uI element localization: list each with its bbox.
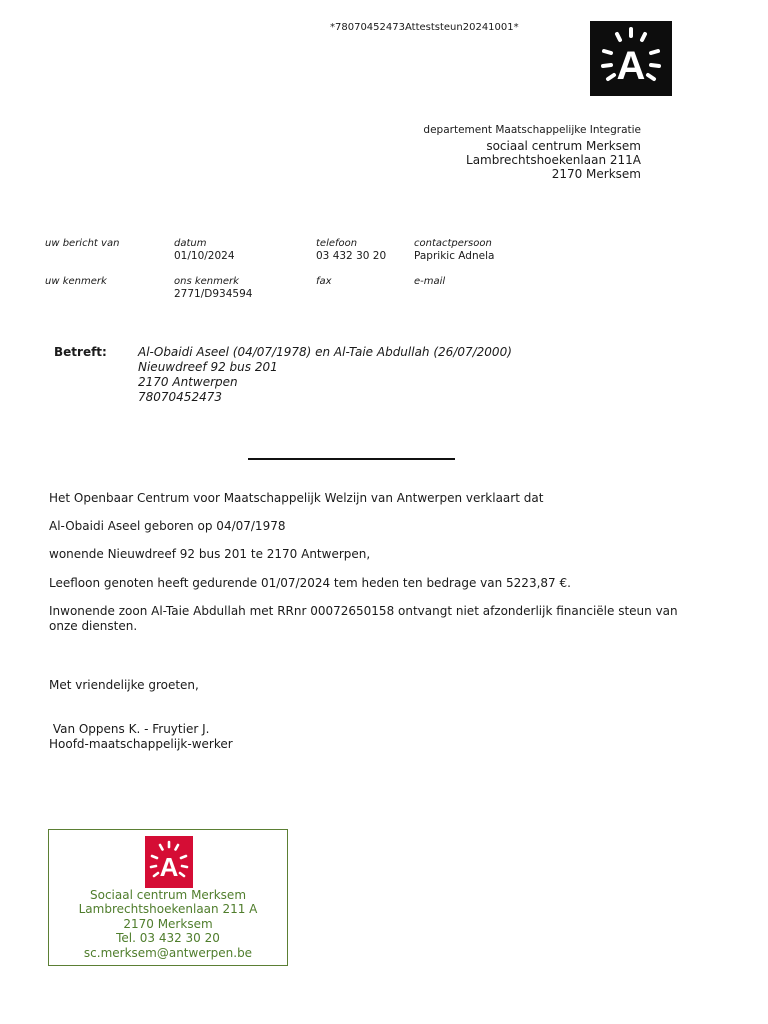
- document-barcode-text: *78070452473Atteststeun20241001*: [330, 22, 519, 33]
- body-paragraph-1: Het Openbaar Centrum voor Maatschappelijk Welzijn van Antwerpen verklaart dat: [49, 491, 544, 505]
- ref-value-datum: 01/10/2024: [174, 250, 235, 262]
- subject-line-city: 2170 Antwerpen: [138, 375, 238, 389]
- stamp-logo: [145, 836, 193, 888]
- body-paragraph-4: Leefloon genoten heeft gedurende 01/07/2024 tem heden ten bedrage van 5223,87 €.: [49, 576, 571, 590]
- antwerp-logo-icon: [590, 21, 672, 96]
- antwerp-logo-red-icon: [145, 836, 193, 888]
- ref-label-contactpersoon: contactpersoon: [414, 238, 492, 249]
- ref-value-telefoon: 03 432 30 20: [316, 250, 387, 262]
- sender-address: [423, 123, 641, 181]
- body-paragraph-3: wonende Nieuwdreef 92 bus 201 te 2170 Antwerpen,: [49, 547, 371, 561]
- stamp-line-name: Sociaal centrum Merksem: [89, 888, 247, 902]
- body-paragraph-2: Al-Obaidi Aseel geboren op 04/07/1978: [49, 519, 286, 533]
- ref-label-fax: fax: [316, 276, 332, 287]
- stamp-line-phone: Tel. 03 432 30 20: [116, 931, 220, 946]
- signer-title: Hoofd-maatschappelijk-werker: [49, 737, 233, 751]
- stamp-text: [49, 888, 287, 960]
- divider-line: [248, 458, 455, 460]
- ref-label-ons-kenmerk: ons kenmerk: [174, 276, 239, 287]
- body-paragraph-5-line-1: Inwonende zoon Al-Taie Abdullah met RRnr 00072650158 ontvangt niet afzonderlijk financiële steun van: [49, 604, 678, 618]
- stamp-logo-letter: A: [159, 852, 179, 882]
- subject-details: [138, 345, 512, 405]
- sender-city: 2170 Merksem: [551, 167, 641, 181]
- ref-label-telefoon: telefoon: [316, 238, 358, 249]
- subject-line-names: Al-Obaidi Aseel (04/07/1978) en Al-Taie Abdullah (26/07/2000): [138, 345, 512, 359]
- ref-label-datum: datum: [174, 238, 207, 249]
- stamp-line-street: Lambrechtshoekenlaan 211 A: [78, 902, 258, 917]
- ref-value-ons-kenmerk: 2771/D934594: [174, 288, 253, 300]
- ref-label-uw-kenmerk: uw kenmerk: [45, 276, 107, 287]
- subject-label: Betreft:: [54, 345, 107, 359]
- sender-name: sociaal centrum Merksem: [486, 139, 641, 153]
- ref-label-uw-bericht-van: uw bericht van: [45, 238, 120, 249]
- sender-department: departement Maatschappelijke Integratie: [423, 124, 641, 136]
- body-paragraph-5-line-2: onze diensten.: [49, 619, 138, 633]
- ref-value-contactpersoon: Paprikic Adnela: [414, 250, 495, 262]
- greeting: Met vriendelijke groeten,: [49, 678, 199, 692]
- office-stamp: [48, 829, 288, 966]
- logo-letter: A: [616, 44, 646, 88]
- antwerp-logo: [590, 21, 672, 96]
- stamp-line-email: sc.merksem@antwerpen.be: [83, 945, 253, 960]
- ref-label-e-mail: e-mail: [414, 276, 446, 287]
- subject-line-street: Nieuwdreef 92 bus 201: [138, 360, 278, 374]
- sender-street: Lambrechtshoekenlaan 211A: [466, 153, 641, 167]
- subject-line-number: 78070452473: [138, 390, 222, 404]
- signer-names: Van Oppens K. - Fruytier J.: [49, 722, 210, 736]
- stamp-line-city: 2170 Merksem: [123, 916, 213, 931]
